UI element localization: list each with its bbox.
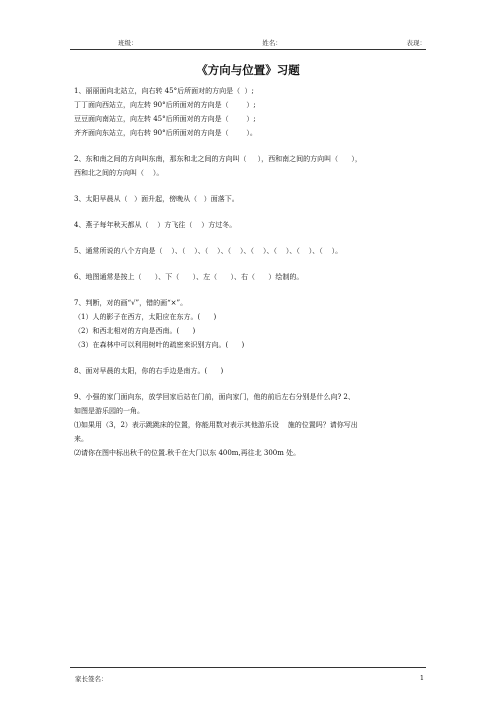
questions xyxy=(74,84,424,460)
header-divider xyxy=(70,49,426,50)
q9-sub2: ⑵请你在图中标出秋千的位置.秋千在大门以东 400m,再往北 300m 处。 xyxy=(74,449,301,457)
q9-line-1: 9、小强的家门面向东，放学回家后站在门前，面向家门，他的前后左右分别是什么向? 2、 xyxy=(74,393,355,401)
class-label: 班级： xyxy=(118,39,138,47)
q7-item-1: （1）人的影子在西方，太阳应在东方。( ) xyxy=(74,313,217,321)
q2-line-2: 西和北之间的方向叫（ ）。 xyxy=(74,169,164,177)
q9-sub1-line-2: 来。 xyxy=(74,435,88,443)
q9-line-2: 如图是游乐园的一角。 xyxy=(74,407,144,415)
q7-intro: 7、判断，对的画“√”，错的画“×”。 xyxy=(74,299,188,307)
q3: 3、太阳早晨从（ ）面升起，傍晚从（ ）面落下。 xyxy=(74,195,239,203)
q7-item-2: （2）和西北相对的方向是西南。( ) xyxy=(74,327,196,335)
q4: 4、燕子每年秋天都从（ ）方飞往（ ）方过冬。 xyxy=(74,221,237,229)
parent-signature-label: 家长签名： xyxy=(75,675,108,683)
header-fields xyxy=(70,38,426,47)
performance-label: 表现： xyxy=(406,39,426,47)
q1-line-1: 1、丽丽面向北站立，向右转 45°后所面对的方向是（ ）; xyxy=(74,87,254,95)
q1-line-4: 齐齐面向东站立，向右转 90°后所面对的方向是（ ）。 xyxy=(74,129,257,137)
q1-line-3: 豆豆面向南站立，向左转 45°后所面对的方向是（ ）; xyxy=(74,115,256,123)
page-number: 1 xyxy=(419,674,424,682)
q9-sub1-line-1: ⑴如果用（3，2）表示跳跳床的位置，你能用数对表示其他游乐设 施的位置吗？请你写出 xyxy=(74,421,358,429)
q2-line-1: 2、东和南之间的方向叫东南，那东和北之间的方向叫（ ），西和南之间的方向叫（ ）， xyxy=(74,155,362,163)
q6: 6、地图通常是按上（ ）、下（ ）、左（ ）、右（ ）绘制的。 xyxy=(74,273,304,281)
footer-divider xyxy=(70,667,426,668)
page-title: 《方向与位置》习题 xyxy=(196,63,300,77)
q1-line-2: 丁丁面向西站立，向左转 90°后所面对的方向是（ ）; xyxy=(74,101,256,109)
q7-item-3: （3）在森林中可以利用树叶的疏密来识别方向。( ) xyxy=(74,341,245,349)
name-label: 姓名： xyxy=(262,39,282,47)
q5: 5、通常所说的八个方向是（ ）、（ ）、（ ）、（ ）、（ ）、（ ）、（ ）、（ ）。 xyxy=(74,247,343,255)
q8: 8、面对早晨的太阳，你的右手边是南方。( ) xyxy=(74,367,224,375)
